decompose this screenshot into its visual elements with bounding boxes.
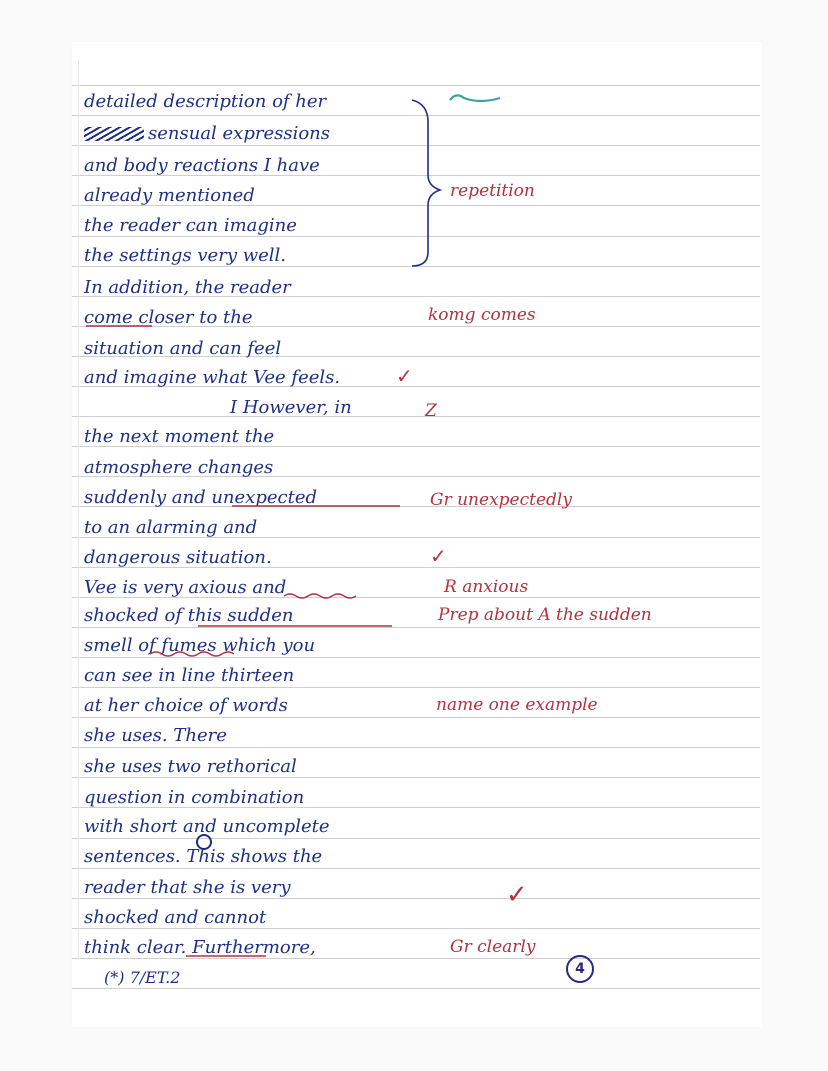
essay-line: In addition, the reader xyxy=(84,277,291,298)
essay-line: sentences. This shows the xyxy=(84,846,323,867)
essay-line: at her choice of words xyxy=(84,695,288,716)
wavy-underline-mark xyxy=(284,594,356,598)
essay-line: situation and can feel xyxy=(84,338,282,359)
essay-line: and body reactions I have xyxy=(84,155,320,176)
essay-line: and imagine what Vee feels. xyxy=(84,367,341,388)
check-mark-icon: ✓ xyxy=(430,544,447,568)
essay-line: the settings very well. xyxy=(84,245,286,266)
check-mark-icon: ✓ xyxy=(506,880,528,910)
page-number-badge: 4 xyxy=(566,955,594,983)
essay-line: reader that she is very xyxy=(84,877,291,898)
essay-line: she uses. There xyxy=(84,725,227,746)
essay-line: to an alarming and xyxy=(84,517,258,538)
teal-squiggle-icon xyxy=(450,95,500,101)
scribble-mark-icon xyxy=(197,835,211,849)
essay-line: she uses two rethorical xyxy=(84,756,297,777)
check-mark-icon: ✓ xyxy=(396,364,413,388)
wavy-underline-mark xyxy=(150,652,234,656)
essay-line: smell of fumes which you xyxy=(84,635,316,656)
essay-line: suddenly and unexpected xyxy=(84,487,317,508)
essay-line: question in combination xyxy=(84,787,305,808)
essay-line: detailed description of her xyxy=(84,91,327,112)
feedback-repetition: repetition xyxy=(450,181,535,201)
essay-line: dangerous situation. xyxy=(84,547,272,568)
essay-line: can see in line thirteen xyxy=(84,665,295,686)
essay-line: Vee is very axious and xyxy=(84,577,287,598)
bracket-icon xyxy=(412,100,440,266)
feedback-paragraph-mark: Z xyxy=(425,401,437,421)
feedback-preposition: Prep about A the sudden xyxy=(438,605,652,625)
essay-line: come closer to the xyxy=(84,307,253,328)
essay-line: sensual expressions xyxy=(84,122,330,146)
essay-line: shocked of this sudden xyxy=(84,605,294,626)
feedback-unexpectedly: Gr unexpectedly xyxy=(430,490,572,510)
essay-line: the next moment the xyxy=(84,426,275,447)
essay-line: atmosphere changes xyxy=(84,457,274,478)
essay-line: think clear. Furthermore, xyxy=(84,937,316,958)
footer-scribble: (*) 7/ET.2 xyxy=(104,968,181,987)
feedback-anxious: R anxious xyxy=(444,577,529,597)
feedback-example: name one example xyxy=(436,695,598,715)
feedback-comes: komg comes xyxy=(428,305,536,325)
essay-line: already mentioned xyxy=(84,185,255,206)
essay-line: with short and uncomplete xyxy=(84,816,330,837)
essay-line: I However, in xyxy=(230,397,352,418)
essay-line: shocked and cannot xyxy=(84,907,267,928)
essay-line: the reader can imagine xyxy=(84,215,297,236)
feedback-clearly: Gr clearly xyxy=(450,937,536,957)
